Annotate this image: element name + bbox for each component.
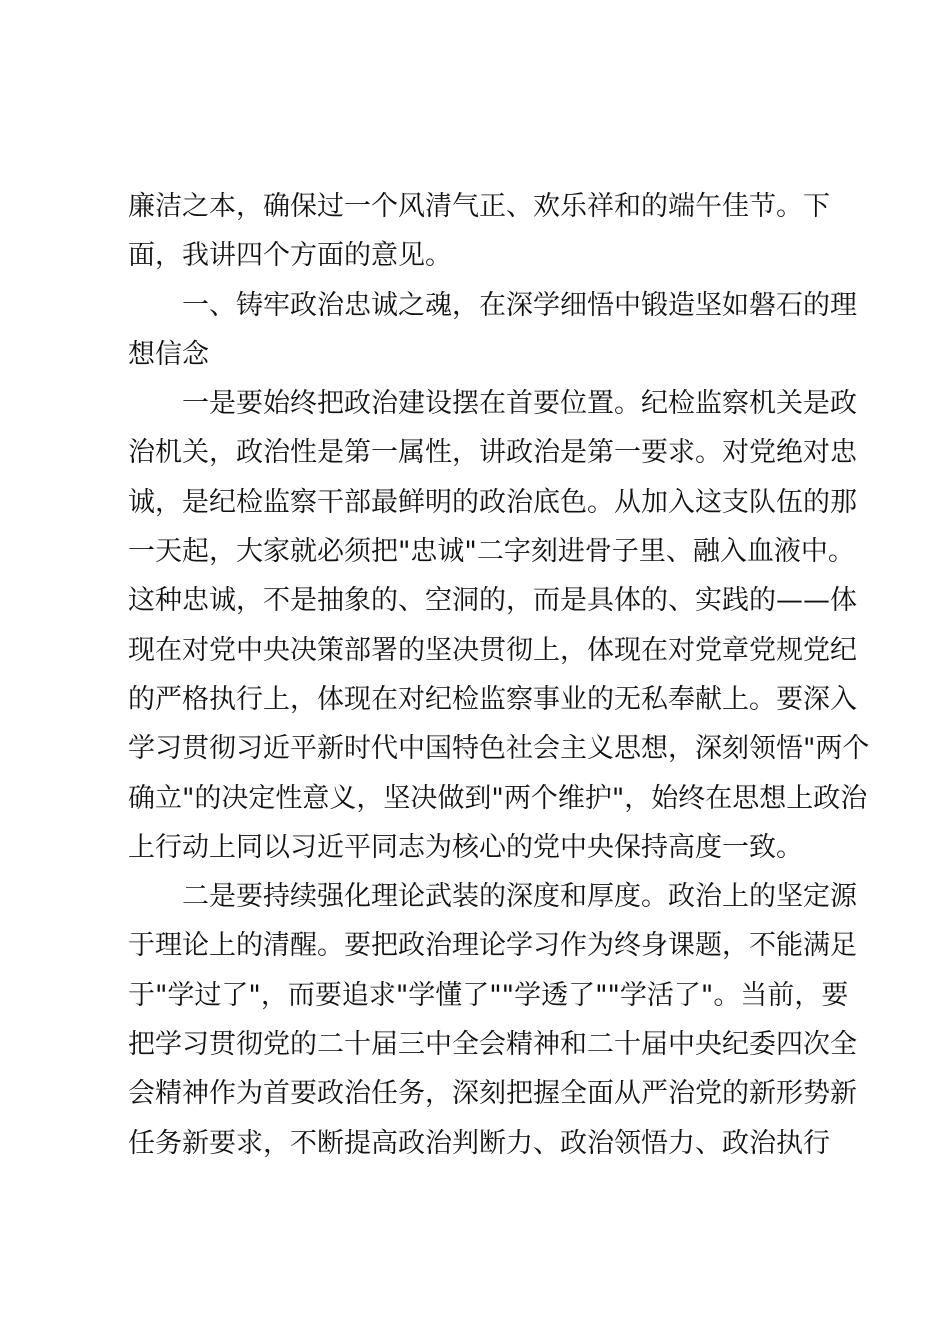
document-body	[128, 182, 870, 1168]
paragraph-start-line: 一是要始终把政治建设摆在首要位置。纪检监察机关是政	[182, 388, 857, 420]
text-line: 诚，是纪检监察干部最鲜明的政治底色。从加入这支队伍的那	[128, 486, 857, 518]
text-line: 任务新要求，不断提高政治判断力、政治领悟力、政治执行	[128, 1127, 830, 1159]
text-line: 廉洁之本，确保过一个风清气正、欢乐祥和的端午佳节。下	[128, 191, 830, 222]
text-line: 上行动上同以习近平同志为核心的党中央保持高度一致。	[128, 831, 803, 863]
text-line: 面，我讲四个方面的意见。	[128, 240, 452, 272]
text-line: 这种忠诚，不是抽象的、空洞的，而是具体的、实践的——体	[128, 585, 857, 617]
text-line: 会精神作为首要政治任务，深刻把握全面从严治党的新形势新	[128, 1078, 857, 1110]
section-heading-line: 一、铸牢政治忠诚之魂，在深学细悟中锻造坚如磐石的理	[182, 289, 857, 321]
text-line: 的严格执行上，体现在对纪检监察事业的无私奉献上。要深入	[128, 683, 857, 715]
text-line: 于"学过了"，而要追求"学懂了""学透了""学活了"。当前，要	[128, 979, 849, 1011]
paragraph-start-line: 二是要持续强化理论武装的深度和厚度。政治上的坚定源	[182, 881, 857, 913]
text-line: 学习贯彻习近平新时代中国特色社会主义思想，深刻领悟"两个	[128, 733, 870, 765]
text-line: 现在对党中央决策部署的坚决贯彻上，体现在对党章党规党纪	[128, 634, 857, 666]
text-line: 确立"的决定性意义，坚决做到"两个维护"，始终在思想上政治	[128, 782, 868, 814]
text-line: 治机关，政治性是第一属性，讲政治是第一要求。对党绝对忠	[128, 437, 857, 469]
text-line: 把学习贯彻党的二十届三中全会精神和二十届中央纪委四次全	[128, 1029, 857, 1061]
section-heading-line: 想信念	[128, 338, 209, 370]
text-line: 于理论上的清醒。要把政治理论学习作为终身课题，不能满足	[128, 930, 857, 962]
text-line: 一天起，大家就必须把"忠诚"二字刻进骨子里、融入血液中。	[128, 536, 855, 568]
